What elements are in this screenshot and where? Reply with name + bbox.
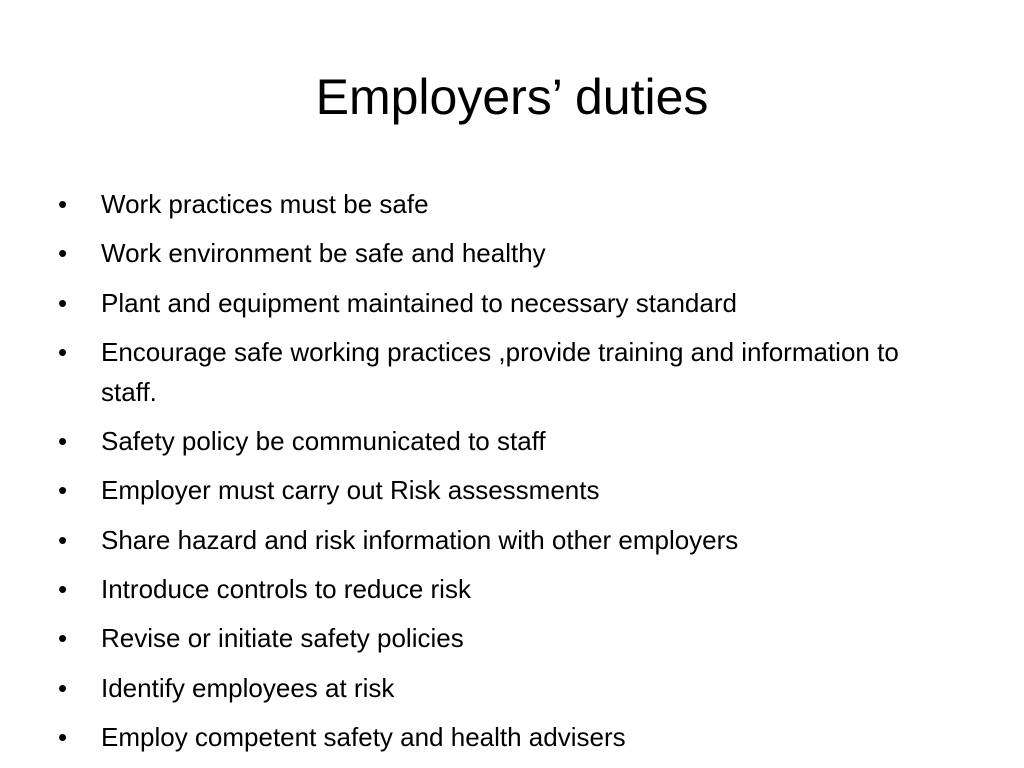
bullet-text: Safety policy be communicated to staff	[101, 426, 546, 457]
bullet-text: Plant and equipment maintained to necessary standard	[101, 287, 737, 318]
bullet-item	[58, 332, 958, 412]
bullet-item	[58, 470, 958, 510]
bullet-icon: •	[58, 336, 68, 367]
bullet-icon: •	[58, 475, 68, 506]
bullet-list	[58, 184, 958, 766]
bullet-item	[58, 520, 958, 560]
bullet-item	[58, 569, 958, 609]
bullet-icon: •	[58, 189, 68, 219]
bullet-text: Introduce controls to reduce risk	[101, 574, 471, 605]
bullet-item	[58, 233, 958, 273]
bullet-icon: •	[58, 238, 68, 269]
bullet-icon: •	[58, 672, 68, 703]
slide-title: Employers’ duties	[315, 69, 709, 125]
bullet-text: Encourage safe working practices ,provide training and information to staff.	[101, 336, 899, 407]
bullet-text: Share hazard and risk information with other employers	[101, 524, 739, 555]
bullet-item	[58, 184, 958, 224]
bullet-text: Work practices must be safe	[101, 189, 429, 219]
bullet-item	[58, 717, 958, 757]
bullet-text: Work environment be safe and healthy	[101, 238, 546, 269]
bullet-text: Identify employees at risk	[101, 672, 395, 703]
bullet-icon: •	[58, 426, 68, 457]
bullet-icon: •	[58, 524, 68, 555]
bullet-icon: •	[58, 721, 68, 752]
bullet-item	[58, 668, 958, 708]
bullet-icon: •	[58, 574, 68, 605]
bullet-item	[58, 618, 958, 658]
bullet-text: Revise or initiate safety policies	[101, 623, 464, 654]
bullet-icon: •	[58, 623, 68, 654]
bullet-text: Employer must carry out Risk assessments	[101, 475, 600, 506]
bullet-text: Employ competent safety and health advisers	[101, 721, 626, 752]
bullet-icon: •	[58, 287, 68, 318]
bullet-item	[58, 421, 958, 461]
bullet-item	[58, 283, 958, 323]
